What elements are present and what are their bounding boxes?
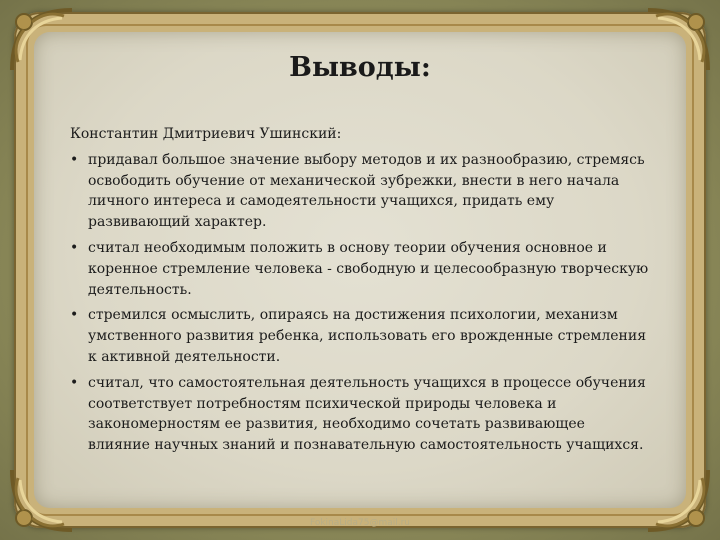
list-item	[70, 373, 650, 456]
slide-body	[70, 124, 650, 461]
bullet-icon: •	[70, 307, 79, 324]
bullet-text: придавал большое значение выбору методов и их разнообразию, стремясь освободить обучение от механической зубрежки, внести в него начала личного интереса и самодеятельности учащихся, придать ему развивающий характер.	[88, 151, 645, 231]
bullet-icon: •	[70, 239, 79, 256]
bullet-text: считал необходимым положить в основу теории обучения основное и коренное стремление человека - свободную и целесообразную творческую деятельность.	[88, 239, 649, 298]
footer-watermark: FokinaLida75@mail.ru	[309, 518, 411, 528]
list-item	[70, 305, 650, 367]
slide-title: Выводы:	[289, 52, 431, 83]
list-item	[70, 150, 650, 233]
bullet-text: стремился осмыслить, опираясь на достижения психологии, механизм умственного развития ребенка, использовать его врожденные стремления к активной деятельности.	[88, 307, 647, 365]
bullet-text: считал, что самостоятельная деятельность учащихся в процессе обучения соответствует потребностям психической природы человека и закономерностям ее развития, необходимо сочетать развивающее влияние научных знаний и познавательную самостоятельность учащихся.	[88, 374, 646, 454]
bullet-list	[70, 150, 650, 456]
bullet-icon: •	[70, 151, 79, 168]
list-item	[70, 238, 650, 300]
bullet-icon: •	[70, 374, 79, 391]
intro-line: Константин Дмитриевич Ушинский:	[70, 126, 342, 142]
